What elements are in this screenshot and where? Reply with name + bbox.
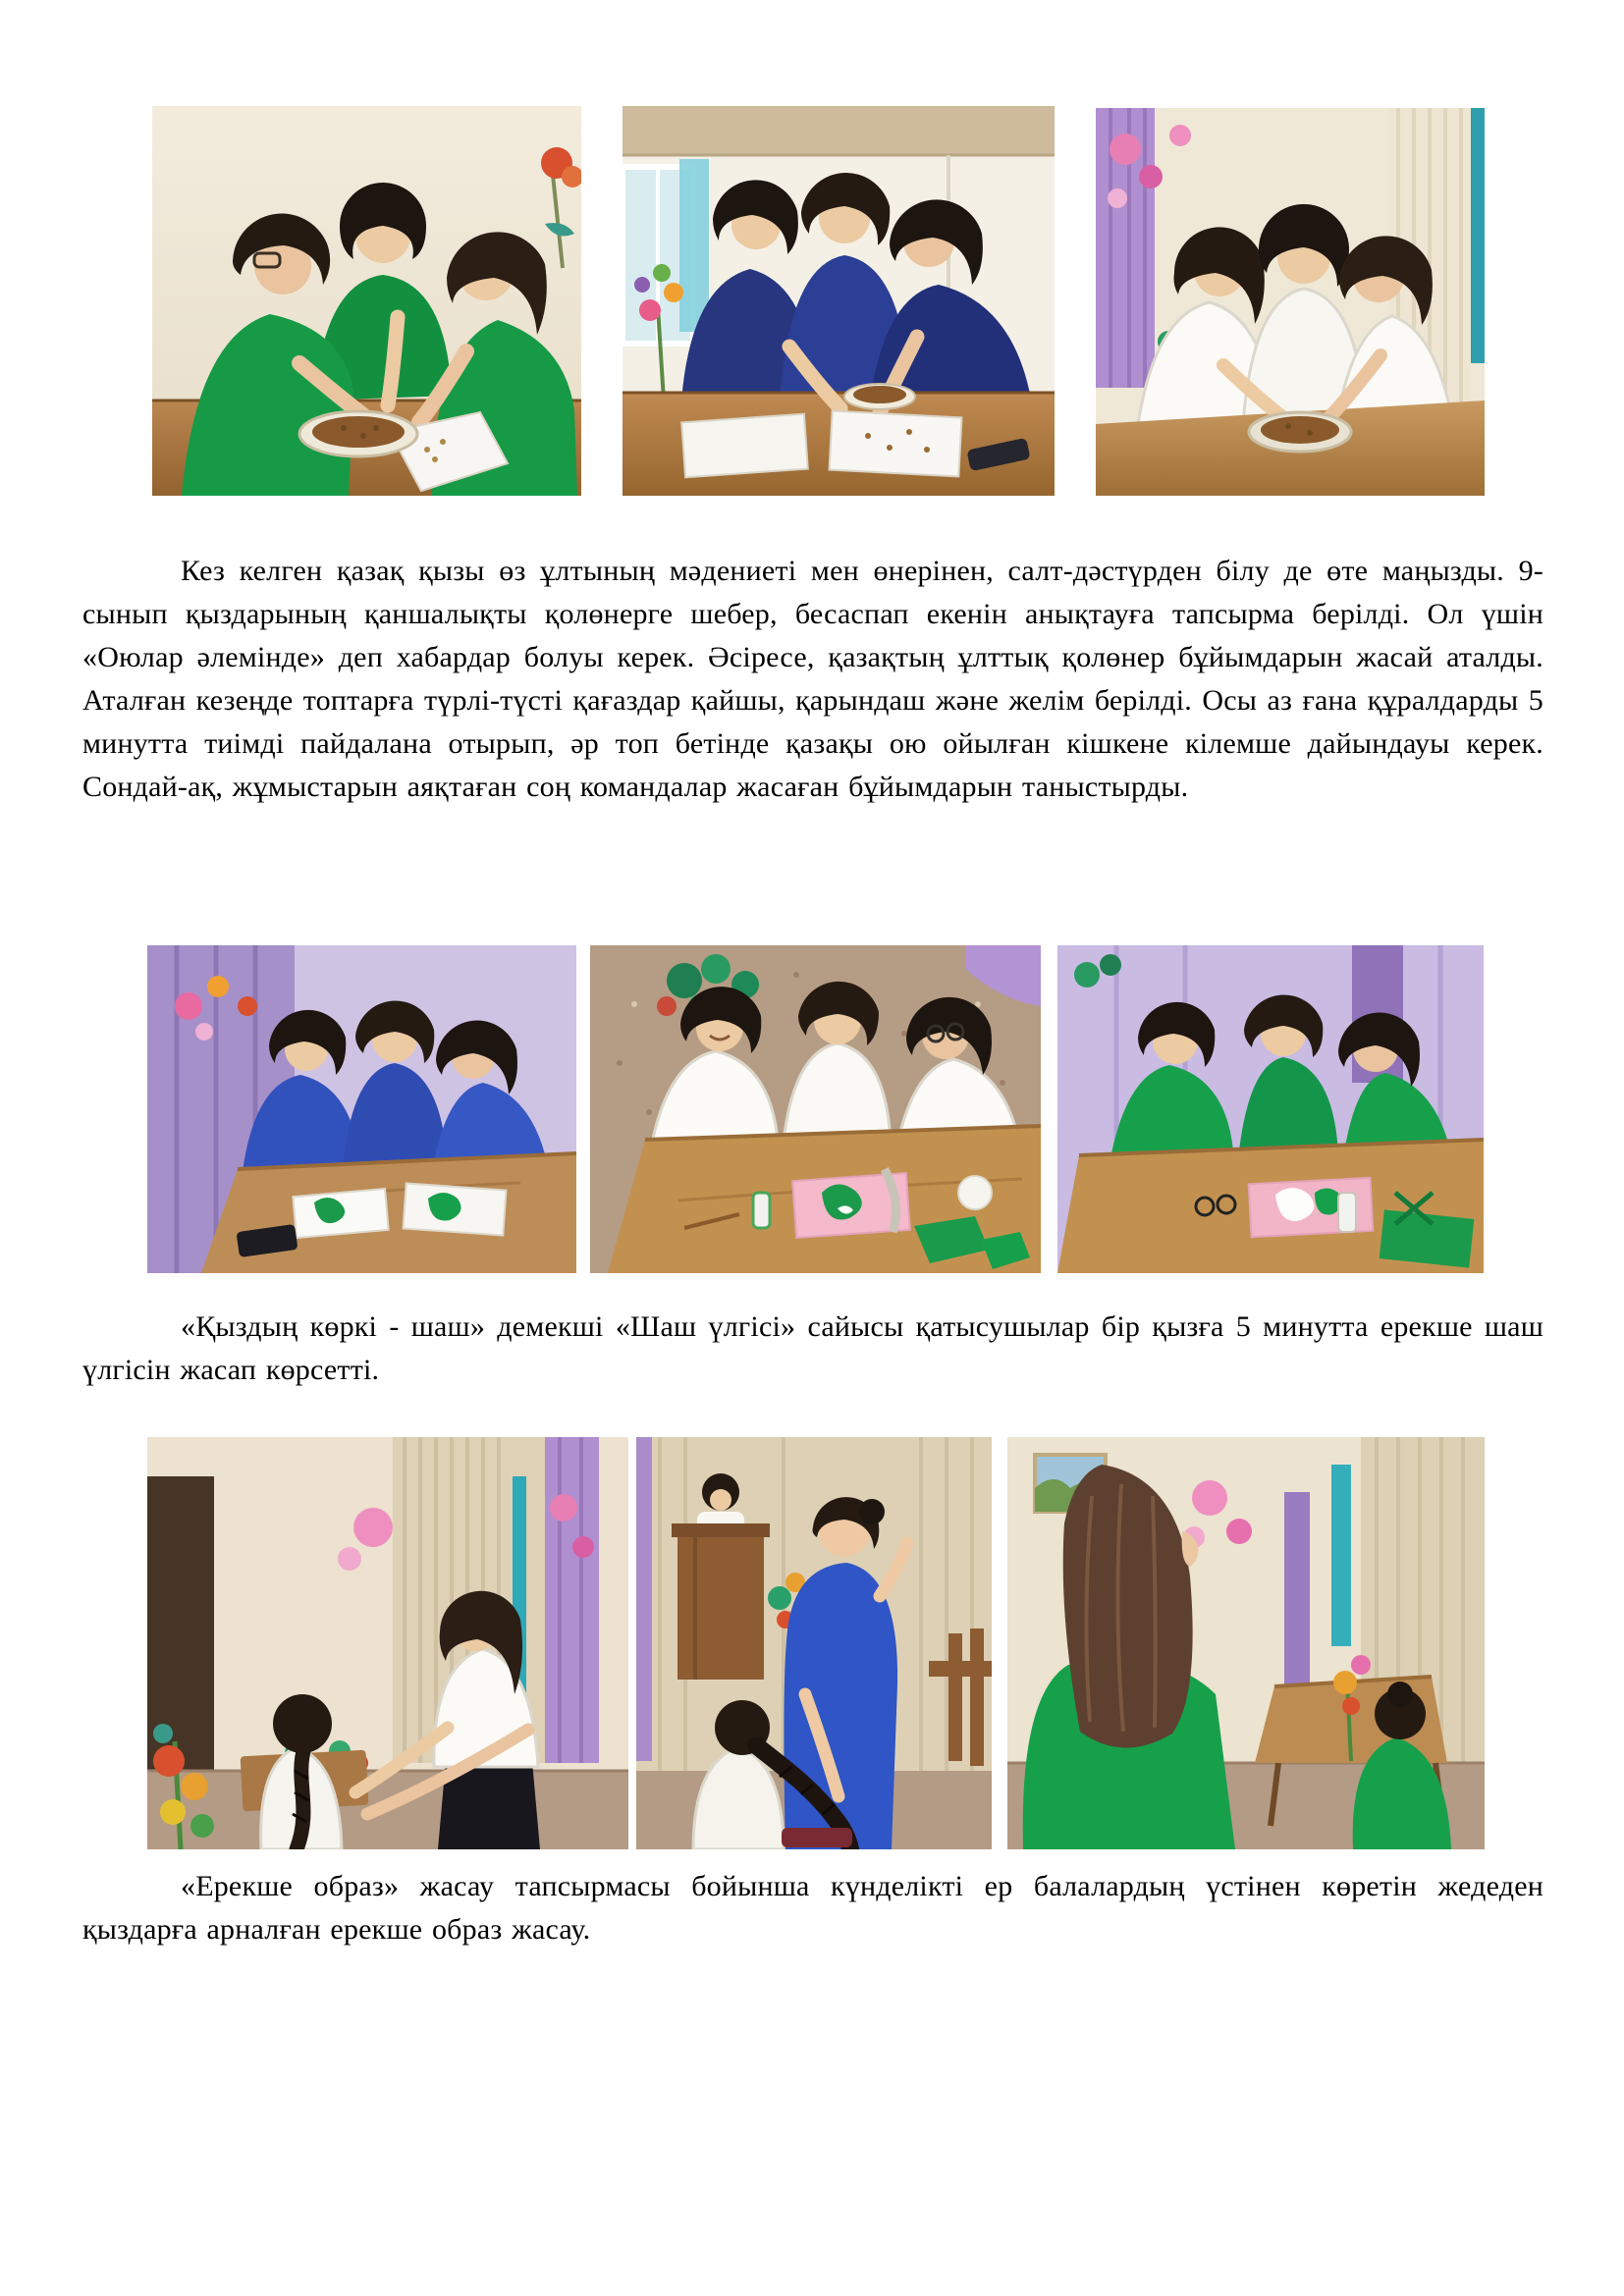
photo-blue-team-paper-craft: [147, 945, 576, 1273]
window: [623, 159, 709, 344]
photo-green-team-grain-sorting: [152, 106, 581, 496]
photo-white-team-ornament-cutting: [590, 945, 1041, 1273]
photo-blue-team-grain-counting: [623, 106, 1055, 496]
paragraph-hairstyle-contest: «Қыздың көркі - шаш» демекші «Шаш үлгісі» сайысы қатысушылар бір қызға 5 минутта ерекше шаш үлгісін жасап көрсетті.: [82, 1310, 1543, 1386]
photo-green-team-hall-back-view: [1007, 1437, 1485, 1849]
photo-green-team-paper-craft: [1057, 945, 1484, 1273]
photo-white-team-grain-bowl: [1096, 108, 1485, 496]
paragraph-craft-contest: Кез келген қазақ қызы өз ұлтының мәдениеті мен өнерінен, салт-дәстүрден білу де өте маңызды. 9-сынып қыздарының қаншалықты қолөнерге шебер, бесаспап екенін анықтауға тапсырма берілді. Ол үшін «Оюлар әлемінде» деп хабардар болуы керек. Әсіресе, қазақтың ұлттық қолөнер бұйымдарын жасай аталды. Аталған кезеңде топтарға түрлі-түсті қағаздар қайшы, қарындаш және желім берілді. Осы аз ғана құралдарды 5 минутта тиімді пайдалана отырып, әр топ бетінде қазақы ою ойылған кішкене кілемше дайындауы керек. Сондай-ақ, жұмыстарын аяқтаған соң командалар жасаған бұйымдарын таныстырды.: [82, 555, 1543, 803]
paragraph-unique-image-task: «Ерекше образ» жасау тапсырмасы бойынша күнделікті ер балалардың үстінен көретін жедеден қыздарға арналған ерекше образ жасау.: [82, 1870, 1543, 1946]
photo-braiding-white-blouse: [147, 1437, 628, 1849]
photo-fishtail-braid-blue-shirt: [636, 1437, 992, 1849]
